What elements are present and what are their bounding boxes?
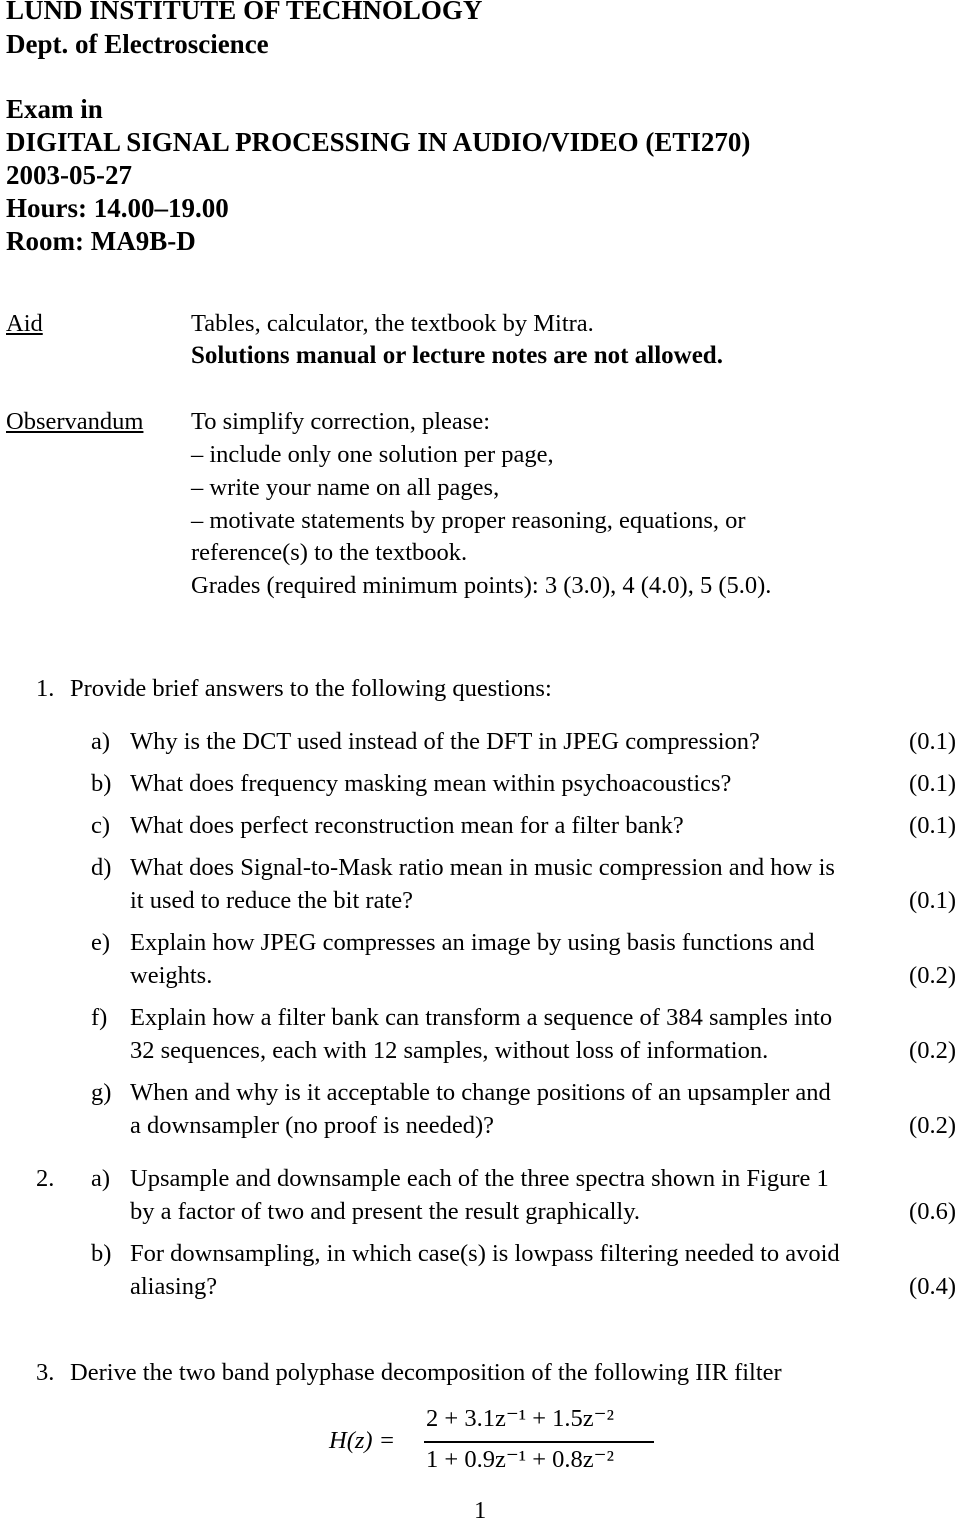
q1-e-text-2: weights. [130,962,213,989]
q1-b-letter: b) [91,770,112,797]
exam-hours: Hours: 14.00–19.00 [6,193,229,223]
department: Dept. of Electroscience [6,29,269,59]
q1-f-letter: f) [91,1004,108,1031]
observandum-line: – motivate statements by proper reasoning, equations, or [191,507,746,534]
q3-numerator: 2 + 3.1z⁻¹ + 1.5z⁻² [426,1405,614,1432]
aid-line-2: Solutions manual or lecture notes are not allowed. [191,342,723,369]
q2-a-letter: a) [91,1165,111,1192]
q1-b-text: What does frequency masking mean within psychoacoustics? [130,770,732,797]
q2-b-points: (0.4) [909,1273,956,1300]
q1-g-points: (0.2) [909,1112,956,1139]
q2-b-text-1: For downsampling, in which case(s) is lowpass filtering needed to avoid [130,1240,840,1267]
q1-e-text-1: Explain how JPEG compresses an image by using basis functions and [130,929,815,956]
q2-a-text-1: Upsample and downsample each of the three spectra shown in Figure 1 [130,1165,829,1192]
institute-name: LUND INSTITUTE OF TECHNOLOGY [6,0,483,25]
q1-c-letter: c) [91,812,111,839]
q1-d-letter: d) [91,854,112,881]
observandum-line: To simplify correction, please: [191,408,491,435]
q2-a-text-2: by a factor of two and present the result graphically. [130,1198,641,1225]
aid-label: Aid [6,310,43,337]
q1-c-text: What does perfect reconstruction mean for a filter bank? [130,812,684,839]
aid-line-1: Tables, calculator, the textbook by Mitra. [191,310,594,337]
q2-a-points: (0.6) [909,1198,956,1225]
q1-c-points: (0.1) [909,812,956,839]
q3-equation-lhs: H(z) = [329,1427,396,1454]
observandum-label: Observandum [6,408,144,435]
q1-a-text: Why is the DCT used instead of the DFT in JPEG compression? [130,728,760,755]
q1-f-text-1: Explain how a filter bank can transform a sequence of 384 samples into [130,1004,833,1031]
q3-text: Derive the two band polyphase decomposition of the following IIR filter [70,1359,782,1386]
exam-room: Room: MA9B-D [6,226,196,256]
q3-fraction-bar [424,1441,654,1443]
q1-d-text-1: What does Signal-to-Mask ratio mean in music compression and how is [130,854,835,881]
q3-denominator: 1 + 0.9z⁻¹ + 0.8z⁻² [426,1446,614,1473]
q1-intro: Provide brief answers to the following questions: [70,675,552,702]
q1-g-text-2: a downsampler (no proof is needed)? [130,1112,494,1139]
observandum-line: – include only one solution per page, [191,441,554,468]
q1-d-text-2: it used to reduce the bit rate? [130,887,413,914]
q1-g-letter: g) [91,1079,112,1106]
q1-e-points: (0.2) [909,962,956,989]
q1-number: 1. [36,675,55,702]
exam-in-label: Exam in [6,94,103,124]
q1-d-points: (0.1) [909,887,956,914]
q1-a-points: (0.1) [909,728,956,755]
observandum-line: reference(s) to the textbook. [191,539,468,566]
page-number: 1 [474,1497,487,1524]
q1-f-points: (0.2) [909,1037,956,1064]
q1-f-text-2: 32 sequences, each with 12 samples, without loss of information. [130,1037,769,1064]
q2-b-letter: b) [91,1240,112,1267]
q1-a-letter: a) [91,728,111,755]
course-title: DIGITAL SIGNAL PROCESSING IN AUDIO/VIDEO (ETI270) [6,127,751,157]
q2-b-text-2: aliasing? [130,1273,218,1300]
observandum-line: – write your name on all pages, [191,474,500,501]
exam-date: 2003-05-27 [6,160,132,190]
q3-number: 3. [36,1359,55,1386]
q1-e-letter: e) [91,929,111,956]
q1-b-points: (0.1) [909,770,956,797]
q2-number: 2. [36,1165,55,1192]
observandum-line: Grades (required minimum points): 3 (3.0), 4 (4.0), 5 (5.0). [191,572,772,599]
q1-g-text-1: When and why is it acceptable to change positions of an upsampler and [130,1079,831,1106]
